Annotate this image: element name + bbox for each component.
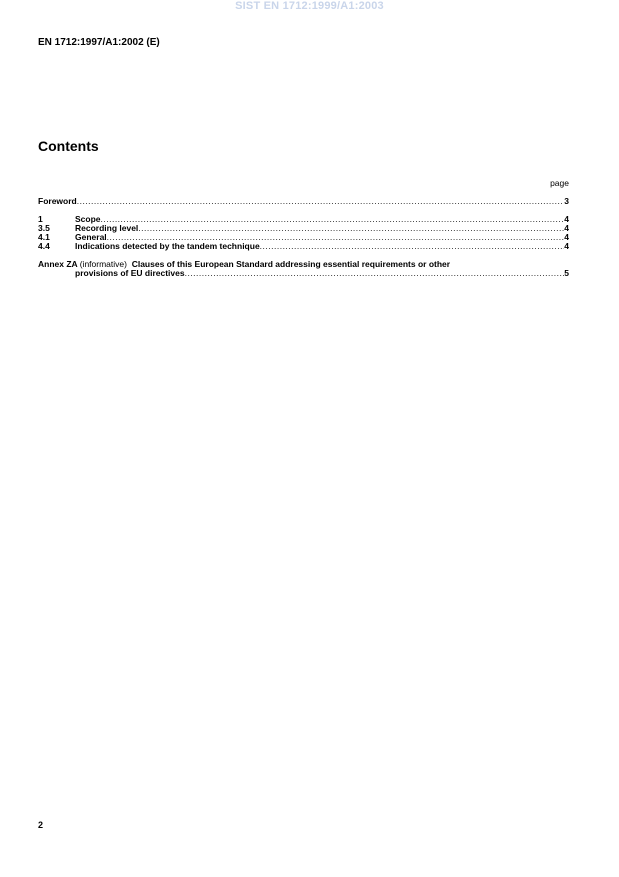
toc-entry-number: 1 — [38, 214, 43, 224]
toc-entry-page: 4 — [564, 232, 569, 242]
toc-entry-title: Recording level — [75, 223, 139, 233]
toc-entry-number: 4.1 — [38, 232, 50, 242]
toc-entry-foreword[interactable] — [38, 196, 569, 206]
toc-dot-leader — [185, 268, 565, 278]
toc-dot-leader — [77, 196, 565, 206]
toc-entry-page: 3 — [564, 196, 569, 206]
toc-entry-tandem-technique[interactable] — [38, 241, 569, 251]
annex-label: Annex ZA — [38, 259, 78, 269]
contents-heading: Contents — [38, 138, 99, 154]
toc-entry-title: General — [75, 232, 107, 242]
toc-entry-annex-za-continued[interactable] — [38, 268, 569, 278]
toc-entry-title: Foreword — [38, 196, 77, 206]
toc-dot-leader — [260, 241, 565, 251]
document-id-header: EN 1712:1997/A1:2002 (E) — [38, 37, 160, 48]
toc-entry-title: Scope — [75, 214, 101, 224]
page-column-label: page — [550, 178, 569, 188]
toc-entry-page: 5 — [564, 268, 569, 278]
toc-entry-title: Indications detected by the tandem technique — [75, 241, 260, 251]
toc-entry-number: 3.5 — [38, 223, 50, 233]
watermark: SIST EN 1712:1999/A1:2003 — [235, 0, 384, 12]
annex-type: (informative) — [79, 259, 127, 269]
toc-entry-page: 4 — [564, 223, 569, 233]
annex-title-line2: provisions of EU directives — [75, 268, 185, 278]
toc-entry-page: 4 — [564, 214, 569, 224]
annex-title-line1: Clauses of this European Standard addressing essential requirements or other — [131, 259, 451, 269]
toc-entry-number: 4.4 — [38, 241, 50, 251]
toc-entry-page: 4 — [564, 241, 569, 251]
footer-page-number: 2 — [38, 820, 44, 830]
